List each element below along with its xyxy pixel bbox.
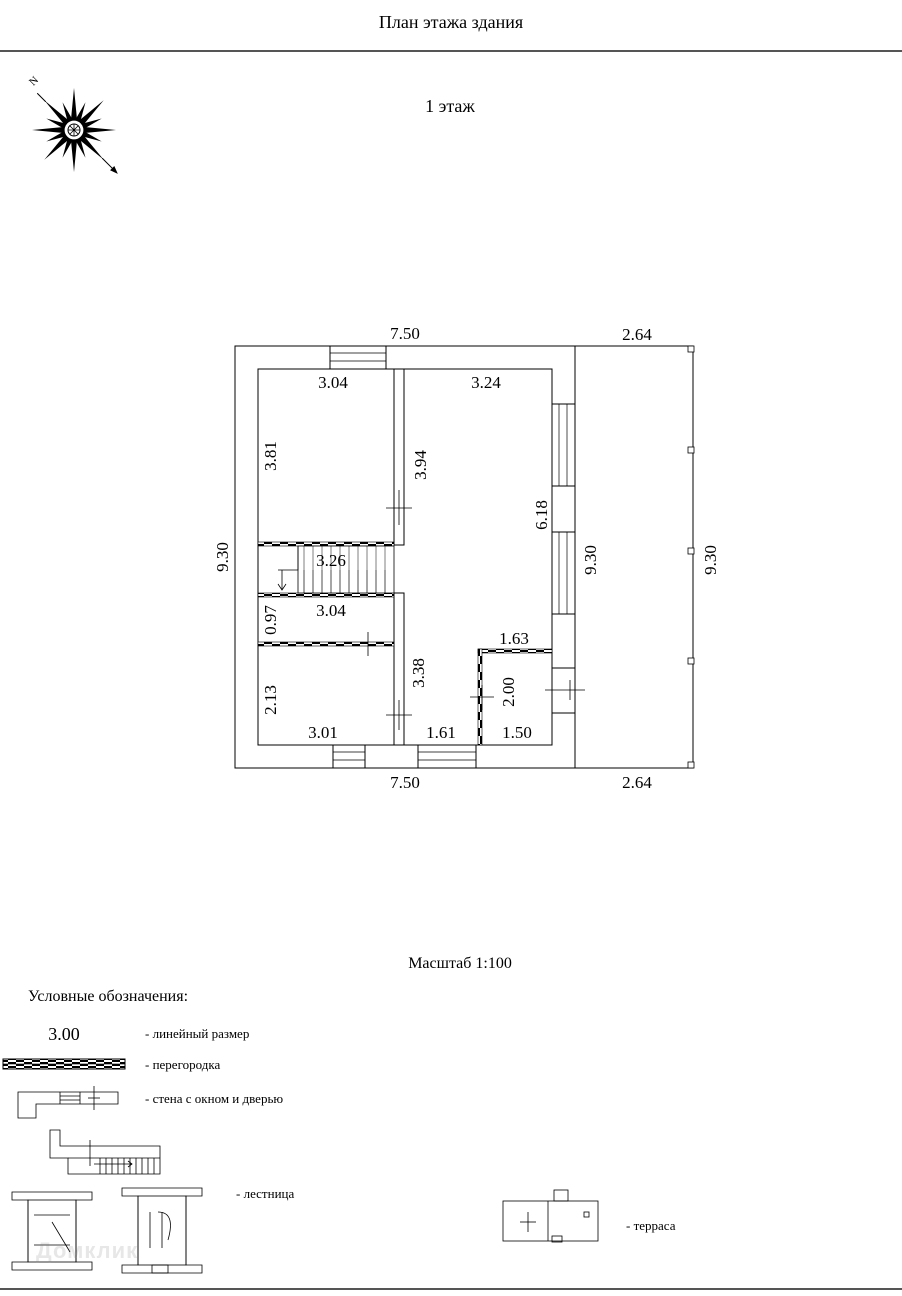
dim-room-tl-width: 3.04 xyxy=(318,373,348,392)
dim-outer-top: 7.50 xyxy=(390,324,420,343)
dim-inner-right: 9.30 xyxy=(581,545,600,575)
dim-outer-bottom: 7.50 xyxy=(390,773,420,792)
legend-linear-size-label: - линейный размер xyxy=(145,1026,250,1041)
legend-sample-dimension: 3.00 xyxy=(48,1024,80,1044)
dim-stairs-length: 3.26 xyxy=(316,551,346,570)
legend-stairs-icon-1 xyxy=(50,1130,160,1174)
dim-room-bc-height: 3.38 xyxy=(409,658,428,688)
window-right-middle xyxy=(552,532,575,614)
legend-staircase-label: - лестница xyxy=(236,1186,295,1201)
outer-wall xyxy=(235,346,575,768)
dim-partition-height: 3.94 xyxy=(411,450,430,480)
dim-room-main-height: 6.18 xyxy=(532,500,551,530)
legend-terrace-icon xyxy=(503,1190,598,1242)
dim-room-br-top: 1.63 xyxy=(499,629,529,648)
compass-north-letter: N xyxy=(27,74,42,89)
dim-room-br-height: 2.00 xyxy=(499,677,518,707)
terrace-post xyxy=(688,658,694,664)
terrace-post xyxy=(688,447,694,453)
partition-bath-top xyxy=(478,649,552,653)
dim-room-bc-width: 1.61 xyxy=(426,723,456,742)
dim-room-bl-height: 2.13 xyxy=(261,685,280,715)
dim-terrace-bottom: 2.64 xyxy=(622,773,652,792)
legend-partition-label: - перегородка xyxy=(145,1057,221,1072)
partition-upper xyxy=(258,542,394,546)
floor-label: 1 этаж xyxy=(425,96,475,116)
watermark-logo: Домклик xyxy=(36,1238,139,1263)
entrance-door-bottom xyxy=(418,745,476,768)
footer-divider xyxy=(0,1288,902,1290)
legend-wall-label: - стена с окном и дверью xyxy=(145,1091,284,1106)
terrace-post xyxy=(688,762,694,768)
partition-lower xyxy=(258,642,394,646)
dim-corridor-width: 3.04 xyxy=(316,601,346,620)
dim-outer-left: 9.30 xyxy=(213,542,232,572)
legend-title: Условные обозначения: xyxy=(28,988,189,1005)
terrace-post xyxy=(688,548,694,554)
terrace-door xyxy=(545,668,585,713)
terrace-post xyxy=(688,346,694,352)
window-top xyxy=(330,346,386,369)
legend-wall-icon xyxy=(18,1086,118,1118)
page-title: План этажа здания xyxy=(378,12,524,32)
dim-room-br-width: 1.50 xyxy=(502,723,532,742)
dim-room-tl-height: 3.81 xyxy=(261,441,280,471)
scale-label: Масштаб 1:100 xyxy=(408,955,512,972)
dim-corridor-height: 0.97 xyxy=(261,605,280,635)
dim-room-main-width: 3.24 xyxy=(471,373,501,392)
dim-terrace-side: 9.30 xyxy=(701,545,720,575)
legend-terrace-label: - терраса xyxy=(626,1218,676,1233)
window-right-upper xyxy=(552,404,575,486)
window-bottom-left xyxy=(333,745,365,768)
dim-room-bl-width: 3.01 xyxy=(308,723,338,742)
dim-terrace-top: 2.64 xyxy=(622,325,652,344)
partition-stairs xyxy=(258,593,394,597)
